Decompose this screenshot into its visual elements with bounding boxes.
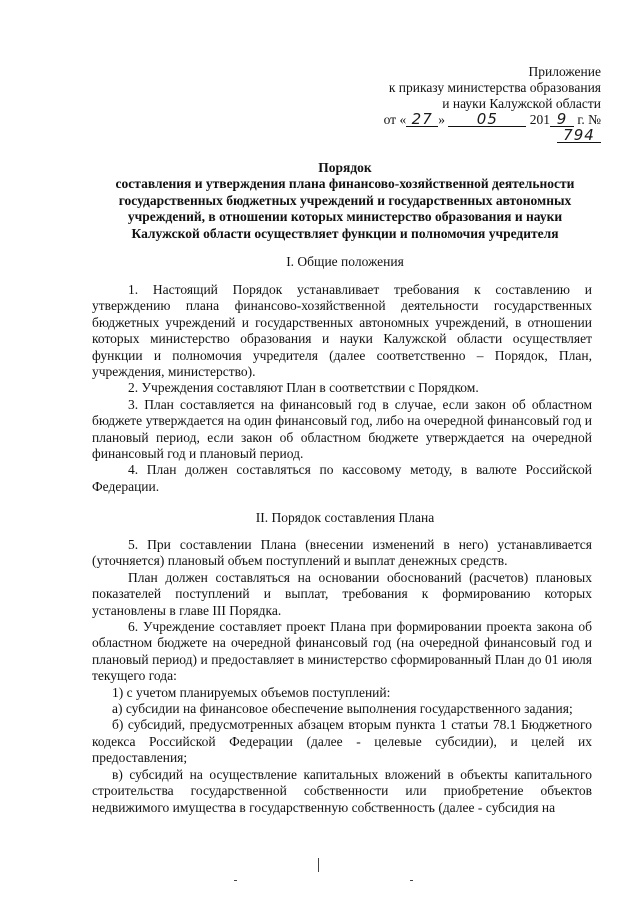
date-day: 27 bbox=[406, 112, 438, 127]
paragraph: 1. Настоящий Порядок устанавливает требования к составлению и утверждению плана финансово-хозяйственной деятельности государственных бюджетных учреждений и государственных автономных учреждений, в отношении которых министерство образования и науки Калужской области осуществляет функции и полномочия учредителя (далее соответственно – Порядок, План, учреждения, министерство). bbox=[92, 282, 592, 380]
appendix-title: Приложение bbox=[528, 64, 601, 79]
date-suffix: г. № bbox=[577, 112, 601, 127]
date-year-hand: 9 bbox=[550, 112, 574, 127]
section-2-body bbox=[92, 537, 592, 816]
date-mid: » bbox=[438, 112, 445, 127]
title-line-1: Порядок bbox=[318, 160, 372, 175]
document-title bbox=[100, 160, 590, 242]
date-prefix: от « bbox=[383, 112, 407, 127]
scan-artifact bbox=[234, 880, 237, 881]
list-item: в) субсидий на осуществление капитальных вложений в объекты капитального строительства государственной собственности или приобретение объектов недвижимого имущества в государственную собственность (далее - субсидия на bbox=[92, 766, 592, 815]
title-line-4: учреждений, в отношении которых министерство образования и науки bbox=[127, 209, 563, 225]
date-month: 05 bbox=[448, 112, 526, 127]
paragraph: 2. Учреждения составляют План в соответствии с Порядком. bbox=[128, 380, 479, 396]
order-number: 794 bbox=[557, 128, 601, 143]
title-line-5: Калужской области осуществляет функции и полномочия учредителя bbox=[131, 225, 559, 241]
list-item: а) субсидии на финансовое обеспечение выполнения государственного задания; bbox=[112, 701, 573, 717]
date-year-prefix: 201 bbox=[529, 112, 550, 127]
appendix-block bbox=[341, 64, 601, 144]
paragraph: План должен составляться на основании обоснований (расчетов) плановых показателей поступлений и выплат, требования к формированию которых установлены в главе III Порядка. bbox=[92, 569, 592, 618]
paragraph: 3. План составляется на финансовый год в случае, если закон об областном бюджете утверждается на один финансовый год, либо на очередной финансовый год и плановый период, если закон об областном бюджете утверждается на очередной финансовый год и плановый период. bbox=[92, 396, 592, 462]
section-1-body bbox=[92, 282, 592, 495]
scan-artifact bbox=[410, 880, 413, 881]
appendix-date-line bbox=[341, 112, 601, 144]
list-item: 1) с учетом планируемых объемов поступлений: bbox=[112, 684, 391, 700]
appendix-order-ref: к приказу министерства образования bbox=[388, 80, 601, 95]
scan-artifact bbox=[318, 858, 319, 872]
paragraph: 4. План должен составляться по кассовому методу, в валюте Российской Федерации. bbox=[92, 462, 592, 494]
paragraph: 5. При составлении Плана (внесении изменений в него) устанавливается (уточняется) плановый объем поступлений и выплат денежных средств. bbox=[92, 537, 592, 569]
title-line-3: государственных бюджетных учреждений и государственных автономных bbox=[118, 192, 572, 208]
title-line-2: составления и утверждения плана финансово-хозяйственной деятельности bbox=[115, 176, 575, 192]
section-2-heading: II. Порядок составления Плана bbox=[255, 510, 435, 525]
paragraph: 6. Учреждение составляет проект Плана при формировании проекта закона об областном бюджете на очередной финансовый год (на очередной финансовый год и плановый период) и предоставляет в министерство сформированный План до 01 июля текущего года: bbox=[92, 619, 592, 684]
appendix-ministry: и науки Калужской области bbox=[442, 96, 601, 111]
section-1-heading: I. Общие положения bbox=[286, 254, 404, 269]
list-item: б) субсидий, предусмотренных абзацем вторым пункта 1 статьи 78.1 Бюджетного кодекса Российской Федерации (далее - целевые субсидии), и целей их предоставления; bbox=[92, 717, 592, 766]
